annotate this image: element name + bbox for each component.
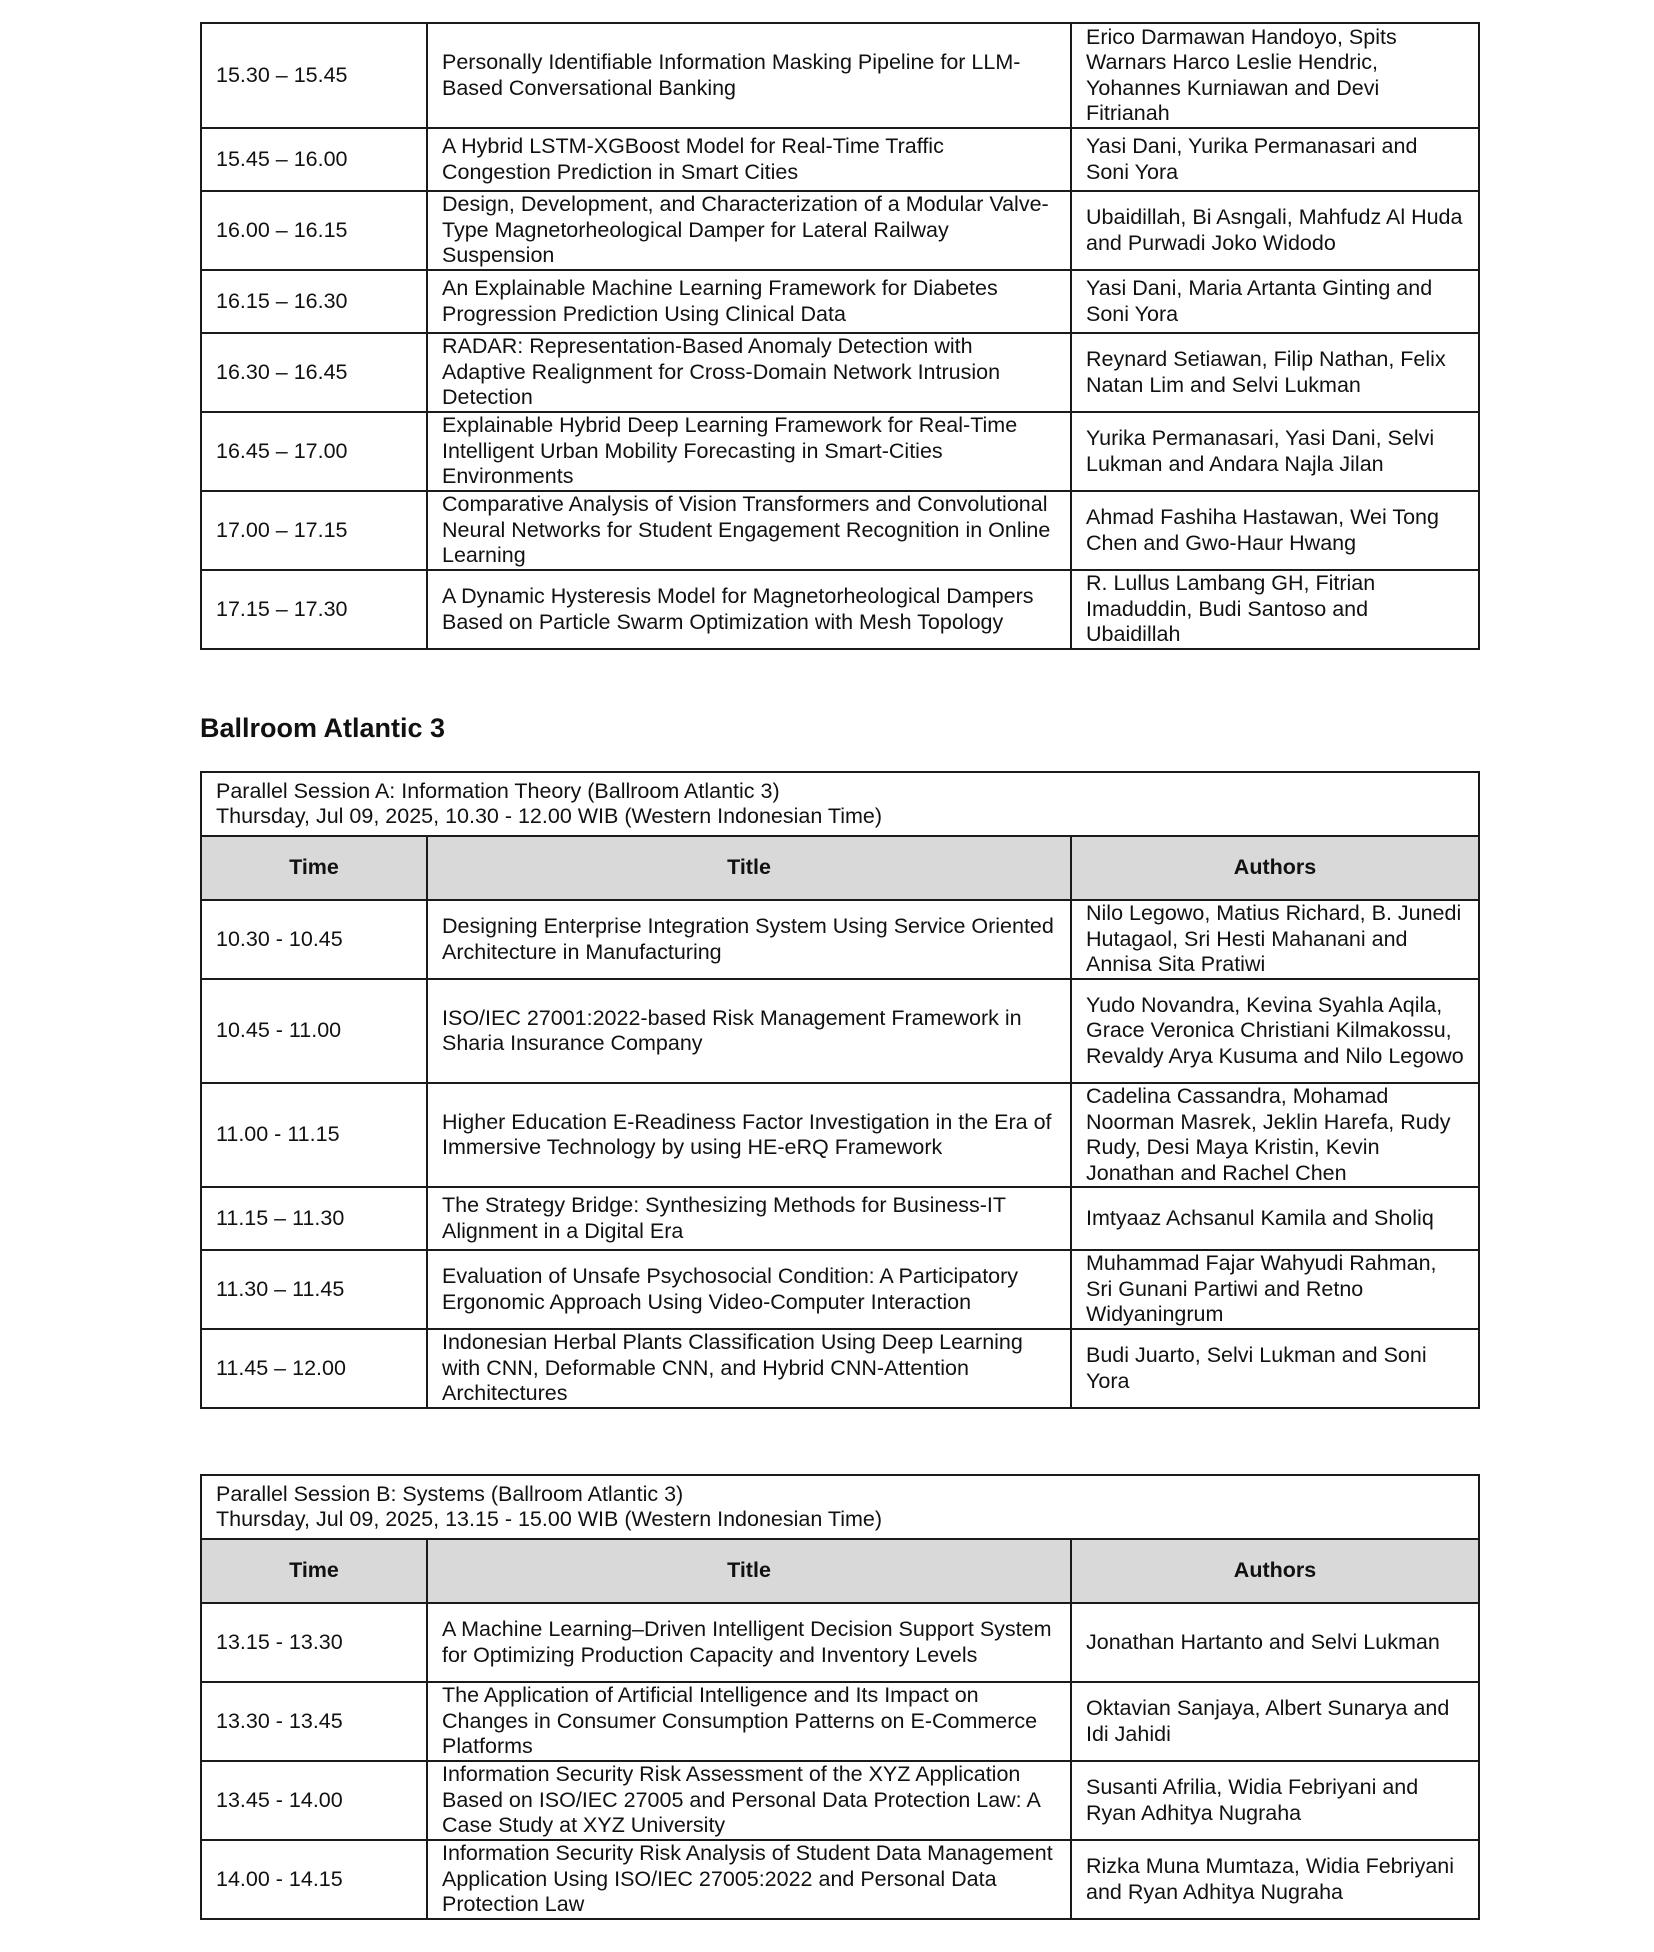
- cell-authors: Susanti Afrilia, Widia Febriyani and Ryan Adhitya Nugraha: [1071, 1761, 1479, 1840]
- table-row: [201, 23, 1479, 128]
- cell-time: 10.45 - 11.00: [201, 979, 427, 1083]
- cell-time: 11.45 – 12.00: [201, 1329, 427, 1408]
- col-header-authors: Authors: [1071, 1539, 1479, 1603]
- session-header-row: [201, 772, 1479, 836]
- table-row: [201, 1840, 1479, 1919]
- cell-title: A Machine Learning–Driven Intelligent Decision Support System for Optimizing Production Capacity and Inventory Levels: [427, 1603, 1071, 1682]
- cell-authors: Yasi Dani, Yurika Permanasari and Soni Yora: [1071, 128, 1479, 191]
- cell-authors: Reynard Setiawan, Filip Nathan, Felix Natan Lim and Selvi Lukman: [1071, 333, 1479, 412]
- cell-authors: Budi Juarto, Selvi Lukman and Soni Yora: [1071, 1329, 1479, 1408]
- session-header: [201, 1475, 1479, 1539]
- cell-title: Higher Education E-Readiness Factor Investigation in the Era of Immersive Technology by using HE-eRQ Framework: [427, 1083, 1071, 1187]
- cell-title: RADAR: Representation-Based Anomaly Detection with Adaptive Realignment for Cross-Domain Network Intrusion Detection: [427, 333, 1071, 412]
- cell-authors: Erico Darmawan Handoyo, Spits Warnars Harco Leslie Hendric, Yohannes Kurniawan and Devi Fitrianah: [1071, 23, 1479, 128]
- session-b-body: [201, 1475, 1479, 1919]
- session-name: Parallel Session A: Information Theory (Ballroom Atlantic 3): [216, 778, 780, 803]
- table-row: [201, 1250, 1479, 1329]
- cell-authors: Yurika Permanasari, Yasi Dani, Selvi Lukman and Andara Najla Jilan: [1071, 412, 1479, 491]
- cell-authors: Rizka Muna Mumtaza, Widia Febriyani and Ryan Adhitya Nugraha: [1071, 1840, 1479, 1919]
- cell-title: Information Security Risk Assessment of the XYZ Application Based on ISO/IEC 27005 and Personal Data Protection Law: A Case Study at XYZ University: [427, 1761, 1071, 1840]
- session-datetime: Thursday, Jul 09, 2025, 13.15 - 15.00 WIB (Western Indonesian Time): [216, 1507, 883, 1531]
- cell-title: A Hybrid LSTM-XGBoost Model for Real-Time Traffic Congestion Prediction in Smart Cities: [427, 128, 1071, 191]
- cell-time: 11.15 – 11.30: [201, 1187, 427, 1250]
- table-row: [201, 491, 1479, 570]
- cell-authors: Muhammad Fajar Wahyudi Rahman, Sri Gunani Partiwi and Retno Widyaningrum: [1071, 1250, 1479, 1329]
- table-row: [201, 1329, 1479, 1408]
- table-row: [201, 1603, 1479, 1682]
- cell-title: Explainable Hybrid Deep Learning Framework for Real-Time Intelligent Urban Mobility Forecasting in Smart-Cities Environments: [427, 412, 1071, 491]
- cell-time: 11.00 - 11.15: [201, 1083, 427, 1187]
- schedule-table-continued: [200, 22, 1480, 650]
- cell-authors: Oktavian Sanjaya, Albert Sunarya and Idi Jahidi: [1071, 1682, 1479, 1761]
- cell-time: 13.45 - 14.00: [201, 1761, 427, 1840]
- cell-time: 10.30 - 10.45: [201, 900, 427, 979]
- session-b-table: [200, 1474, 1480, 1920]
- session-datetime: Thursday, Jul 09, 2025, 10.30 - 12.00 WIB (Western Indonesian Time): [216, 804, 883, 828]
- cell-authors: R. Lullus Lambang GH, Fitrian Imaduddin, Budi Santoso and Ubaidillah: [1071, 570, 1479, 649]
- session-a-table: [200, 771, 1480, 1409]
- session-header-row: [201, 1475, 1479, 1539]
- cell-title: Comparative Analysis of Vision Transformers and Convolutional Neural Networks for Student Engagement Recognition in Online Learning: [427, 491, 1071, 570]
- session-a-body: [201, 772, 1479, 1408]
- cell-title: The Strategy Bridge: Synthesizing Methods for Business-IT Alignment in a Digital Era: [427, 1187, 1071, 1250]
- cell-authors: Ubaidillah, Bi Asngali, Mahfudz Al Huda and Purwadi Joko Widodo: [1071, 191, 1479, 270]
- cell-title: ISO/IEC 27001:2022-based Risk Management Framework in Sharia Insurance Company: [427, 979, 1071, 1083]
- table-row: [201, 191, 1479, 270]
- cell-time: 14.00 - 14.15: [201, 1840, 427, 1919]
- cell-time: 13.30 - 13.45: [201, 1682, 427, 1761]
- cell-authors: Jonathan Hartanto and Selvi Lukman: [1071, 1603, 1479, 1682]
- col-header-time: Time: [201, 1539, 427, 1603]
- table-row: [201, 270, 1479, 333]
- cell-title: A Dynamic Hysteresis Model for Magnetorheological Dampers Based on Particle Swarm Optimization with Mesh Topology: [427, 570, 1071, 649]
- cell-authors: Nilo Legowo, Matius Richard, B. Junedi Hutagaol, Sri Hesti Mahanani and Annisa Sita Pratiwi: [1071, 900, 1479, 979]
- cell-time: 17.00 – 17.15: [201, 491, 427, 570]
- table-row: [201, 979, 1479, 1083]
- session-header: [201, 772, 1479, 836]
- cell-time: 17.15 – 17.30: [201, 570, 427, 649]
- cell-time: 13.15 - 13.30: [201, 1603, 427, 1682]
- cell-time: 15.30 – 15.45: [201, 23, 427, 128]
- table-row: [201, 900, 1479, 979]
- cell-title: The Application of Artificial Intelligence and Its Impact on Changes in Consumer Consumption Patterns on E-Commerce Platforms: [427, 1682, 1071, 1761]
- cell-title: Personally Identifiable Information Masking Pipeline for LLM-Based Conversational Banking: [427, 23, 1071, 128]
- cell-time: 16.45 – 17.00: [201, 412, 427, 491]
- cell-title: Indonesian Herbal Plants Classification Using Deep Learning with CNN, Deformable CNN, and Hybrid CNN-Attention Architectures: [427, 1329, 1071, 1408]
- session-name: Parallel Session B: Systems (Ballroom Atlantic 3): [216, 1481, 684, 1506]
- table-row: [201, 1083, 1479, 1187]
- cell-time: 11.30 – 11.45: [201, 1250, 427, 1329]
- cell-authors: Ahmad Fashiha Hastawan, Wei Tong Chen and Gwo-Haur Hwang: [1071, 491, 1479, 570]
- column-header-row: [201, 1539, 1479, 1603]
- col-header-authors: Authors: [1071, 836, 1479, 900]
- schedule-table-body: [201, 23, 1479, 649]
- cell-title: Designing Enterprise Integration System Using Service Oriented Architecture in Manufacturing: [427, 900, 1071, 979]
- cell-time: 16.30 – 16.45: [201, 333, 427, 412]
- cell-authors: Yasi Dani, Maria Artanta Ginting and Soni Yora: [1071, 270, 1479, 333]
- cell-time: 15.45 – 16.00: [201, 128, 427, 191]
- cell-title: Evaluation of Unsafe Psychosocial Condition: A Participatory Ergonomic Approach Using Video-Computer Interaction: [427, 1250, 1071, 1329]
- cell-authors: Yudo Novandra, Kevina Syahla Aqila, Grace Veronica Christiani Kilmakossu, Revaldy Arya Kusuma and Nilo Legowo: [1071, 979, 1479, 1083]
- table-row: [201, 128, 1479, 191]
- section-heading: Ballroom Atlantic 3: [200, 713, 446, 743]
- col-header-time: Time: [201, 836, 427, 900]
- table-row: [201, 1187, 1479, 1250]
- cell-title: Information Security Risk Analysis of Student Data Management Application Using ISO/IEC 27005:2022 and Personal Data Protection Law: [427, 1840, 1071, 1919]
- table-row: [201, 1682, 1479, 1761]
- col-header-title: Title: [427, 836, 1071, 900]
- column-header-row: [201, 836, 1479, 900]
- table-row: [201, 333, 1479, 412]
- table-row: [201, 570, 1479, 649]
- table-row: [201, 412, 1479, 491]
- cell-title: An Explainable Machine Learning Framework for Diabetes Progression Prediction Using Clinical Data: [427, 270, 1071, 333]
- cell-authors: Imtyaaz Achsanul Kamila and Sholiq: [1071, 1187, 1479, 1250]
- table-row: [201, 1761, 1479, 1840]
- cell-title: Design, Development, and Characterization of a Modular Valve-Type Magnetorheological Damper for Lateral Railway Suspension: [427, 191, 1071, 270]
- col-header-title: Title: [427, 1539, 1071, 1603]
- cell-time: 16.15 – 16.30: [201, 270, 427, 333]
- cell-time: 16.00 – 16.15: [201, 191, 427, 270]
- cell-authors: Cadelina Cassandra, Mohamad Noorman Masrek, Jeklin Harefa, Rudy Rudy, Desi Maya Kristin, Kevin Jonathan and Rachel Chen: [1071, 1083, 1479, 1187]
